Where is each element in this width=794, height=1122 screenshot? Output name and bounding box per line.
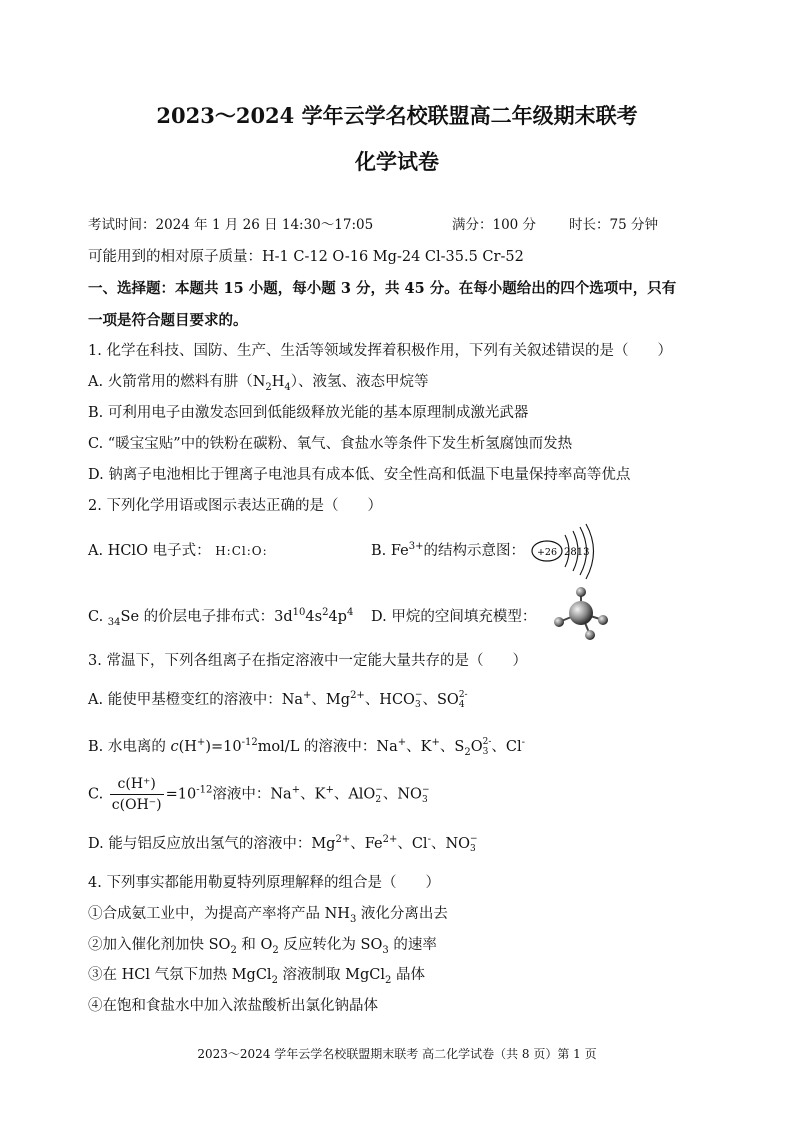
q3-c-label: C. xyxy=(88,786,104,803)
q3-b-text: B. 水电离的 xyxy=(88,739,171,755)
q2-b-sup: 3+ xyxy=(408,541,424,553)
q3-stem: 3. 常温下，下列各组离子在指定溶液中一定能大量共存的是（ ） xyxy=(88,653,527,669)
q3-option-d: D. 能与铝反应放出氢气的溶液中：$Mg^{2+}$、$Fe^{2+}$、Cl-、NO − 3 xyxy=(88,834,478,854)
q1-option-c: C. “暖宝宝贴”中的铁粉在碳粉、氧气、食盐水等条件下发生析氢腐蚀而发热 xyxy=(88,436,573,452)
q4-i2-a: ②加入催化剂加快 SO xyxy=(88,937,231,953)
fe3-shell-electrons: 2813 xyxy=(564,547,590,558)
q4-i3-c: 晶体 xyxy=(391,967,426,983)
q4-item-1 xyxy=(88,905,448,923)
section-heading-line2: 一项是符合题目要求的。 xyxy=(88,312,248,329)
q1-a-sub-2: 4 xyxy=(284,381,291,393)
q2-c-presub: 34 xyxy=(107,616,121,628)
q4-item-4: ④在饱和食盐水中加入浓盐酸析出氯化钠晶体 xyxy=(88,998,378,1014)
fe3-structure-diagram xyxy=(527,523,607,581)
q2-b-label-1: B. Fe xyxy=(371,543,409,559)
duration: 时长：75 分钟 xyxy=(569,217,658,233)
q2-c-s1: 10 xyxy=(292,607,306,619)
q4-i2-d: 的速率 xyxy=(388,937,437,953)
full-score: 满分：100 分 xyxy=(452,217,537,233)
q2-option-d: D. 甲烷的空间填充模型： xyxy=(371,609,537,625)
q2-c-s2: 2 xyxy=(322,607,329,619)
q1-a-text-1: A. 火箭常用的燃料有肼（N xyxy=(88,374,266,390)
q3-d-text: D. 能与铝反应放出氢气的溶液中：Mg xyxy=(88,836,336,852)
q3-c-text: 溶液中：Na xyxy=(212,786,292,803)
q4-i2-c: 反应转化为 SO xyxy=(278,937,383,953)
q2-b-label-2: 的结构示意图： xyxy=(423,543,525,559)
q2-option-a xyxy=(88,542,268,560)
q1-a-text-2: H xyxy=(271,374,285,390)
q4-i1-b: 液化分离出去 xyxy=(356,906,448,922)
q2-option-c xyxy=(88,608,353,626)
fraction-numerator: c(H⁺) xyxy=(110,774,164,795)
hclo-electron-formula: H:Cl:O: xyxy=(215,544,268,558)
q2-c-1: C. xyxy=(88,609,108,625)
q4-item-3: ③在 HCl 气氛下加热 MgCl$_2$ 溶液制取 MgCl$_2$ 晶体 xyxy=(88,967,426,986)
q4-i1-sub: 3 xyxy=(349,913,357,925)
page-footer: 2023～2024 学年云学名校联盟期末联考 高二化学试卷（共 8 页）第 1 页 xyxy=(197,1047,597,1061)
methane-space-filling-model xyxy=(550,586,612,642)
q1-a-sub-1: 2 xyxy=(265,381,272,393)
q1-option-a xyxy=(88,373,429,391)
subject-title: 化学试卷 xyxy=(355,149,439,174)
q2-c-3: 4s xyxy=(305,609,323,625)
q3-option-a: A. 能使甲基橙变红的溶液中：Na+、$Mg^{2+}$、HCO − 3 、SO 2- 4 xyxy=(88,690,468,710)
q2-c-2: Se 的价层电子排布式：3d xyxy=(120,609,293,625)
q1-option-b: B. 可利用电子由激发态回到低能级释放光能的基本原理制成激光武器 xyxy=(88,405,529,421)
exam-title: 2023～2024 学年云学名校联盟高二年级期末联考 xyxy=(156,103,638,128)
q4-i3-b: 溶液制取 MgCl xyxy=(277,967,386,983)
section-heading-line1: 一、选择题：本题共 15 小题，每小题 3 分，共 45 分。在每小题给出的四个选项中，只有 xyxy=(88,280,677,297)
q3-option-c: C. $\frac{c(H^+)}{c(OH^-)}$ $=10^{-12}$溶液中：Na+、K+、AlO − 2 、NO − 3 xyxy=(88,776,430,813)
q3-c-eq: =10 xyxy=(165,786,197,803)
q1-stem: 1. 化学在科技、国防、生产、生活等领域发挥着积极作用，下列有关叙述错误的是（ ） xyxy=(88,343,672,359)
q4-i2-b: 和 O xyxy=(236,937,273,953)
fraction-denominator: c(OH⁻) xyxy=(111,797,162,813)
q3-c-exp: -12 xyxy=(196,784,213,796)
q2-c-4: 4p xyxy=(328,609,347,625)
ion-ratio-fraction xyxy=(110,774,164,815)
atomic-mass-line: 可能用到的相对原子质量：H-1 C-12 O-16 Mg-24 Cl-35.5 Cr-52 xyxy=(88,249,524,265)
q4-i1-a: ①合成氨工业中，为提高产率将产品 NH xyxy=(88,906,350,922)
q1-option-d: D. 钠离子电池相比于锂离子电池具有成本低、安全性高和低温下电量保持率高等优点 xyxy=(88,467,631,483)
q4-item-2: ②加入催化剂加快 $SO_2$ 和 $O_2$ 反应转化为 $SO_3$ 的速率 xyxy=(88,937,437,956)
q4-stem: 4. 下列事实都能用勒夏特列原理解释的组合是（ ） xyxy=(88,875,440,891)
q4-i3-a: ③在 HCl 气氛下加热 MgCl xyxy=(88,967,272,983)
q2-a-label: A. HClO 电子式： xyxy=(88,543,211,559)
fe3-nucleus-charge: +26 xyxy=(536,547,558,558)
q2-stem: 2. 下列化学用语或图示表达正确的是（ ） xyxy=(88,498,382,514)
q2-option-b xyxy=(371,542,525,560)
q3-option-b: B. 水电离的 $c(H^+)=10^{-12}mol/L$ 的溶液中：Na+、K+、$S_2O$ 2- 3 、Cl- xyxy=(88,737,525,758)
q2-c-s3: 4 xyxy=(346,607,354,619)
exam-time: 考试时间：2024 年 1 月 26 日 14:30～17:05 xyxy=(88,217,374,233)
q3-a-text: A. 能使甲基橙变红的溶液中：Na xyxy=(88,692,304,708)
q1-a-text-3: ）、液氢、液态甲烷等 xyxy=(290,374,429,390)
